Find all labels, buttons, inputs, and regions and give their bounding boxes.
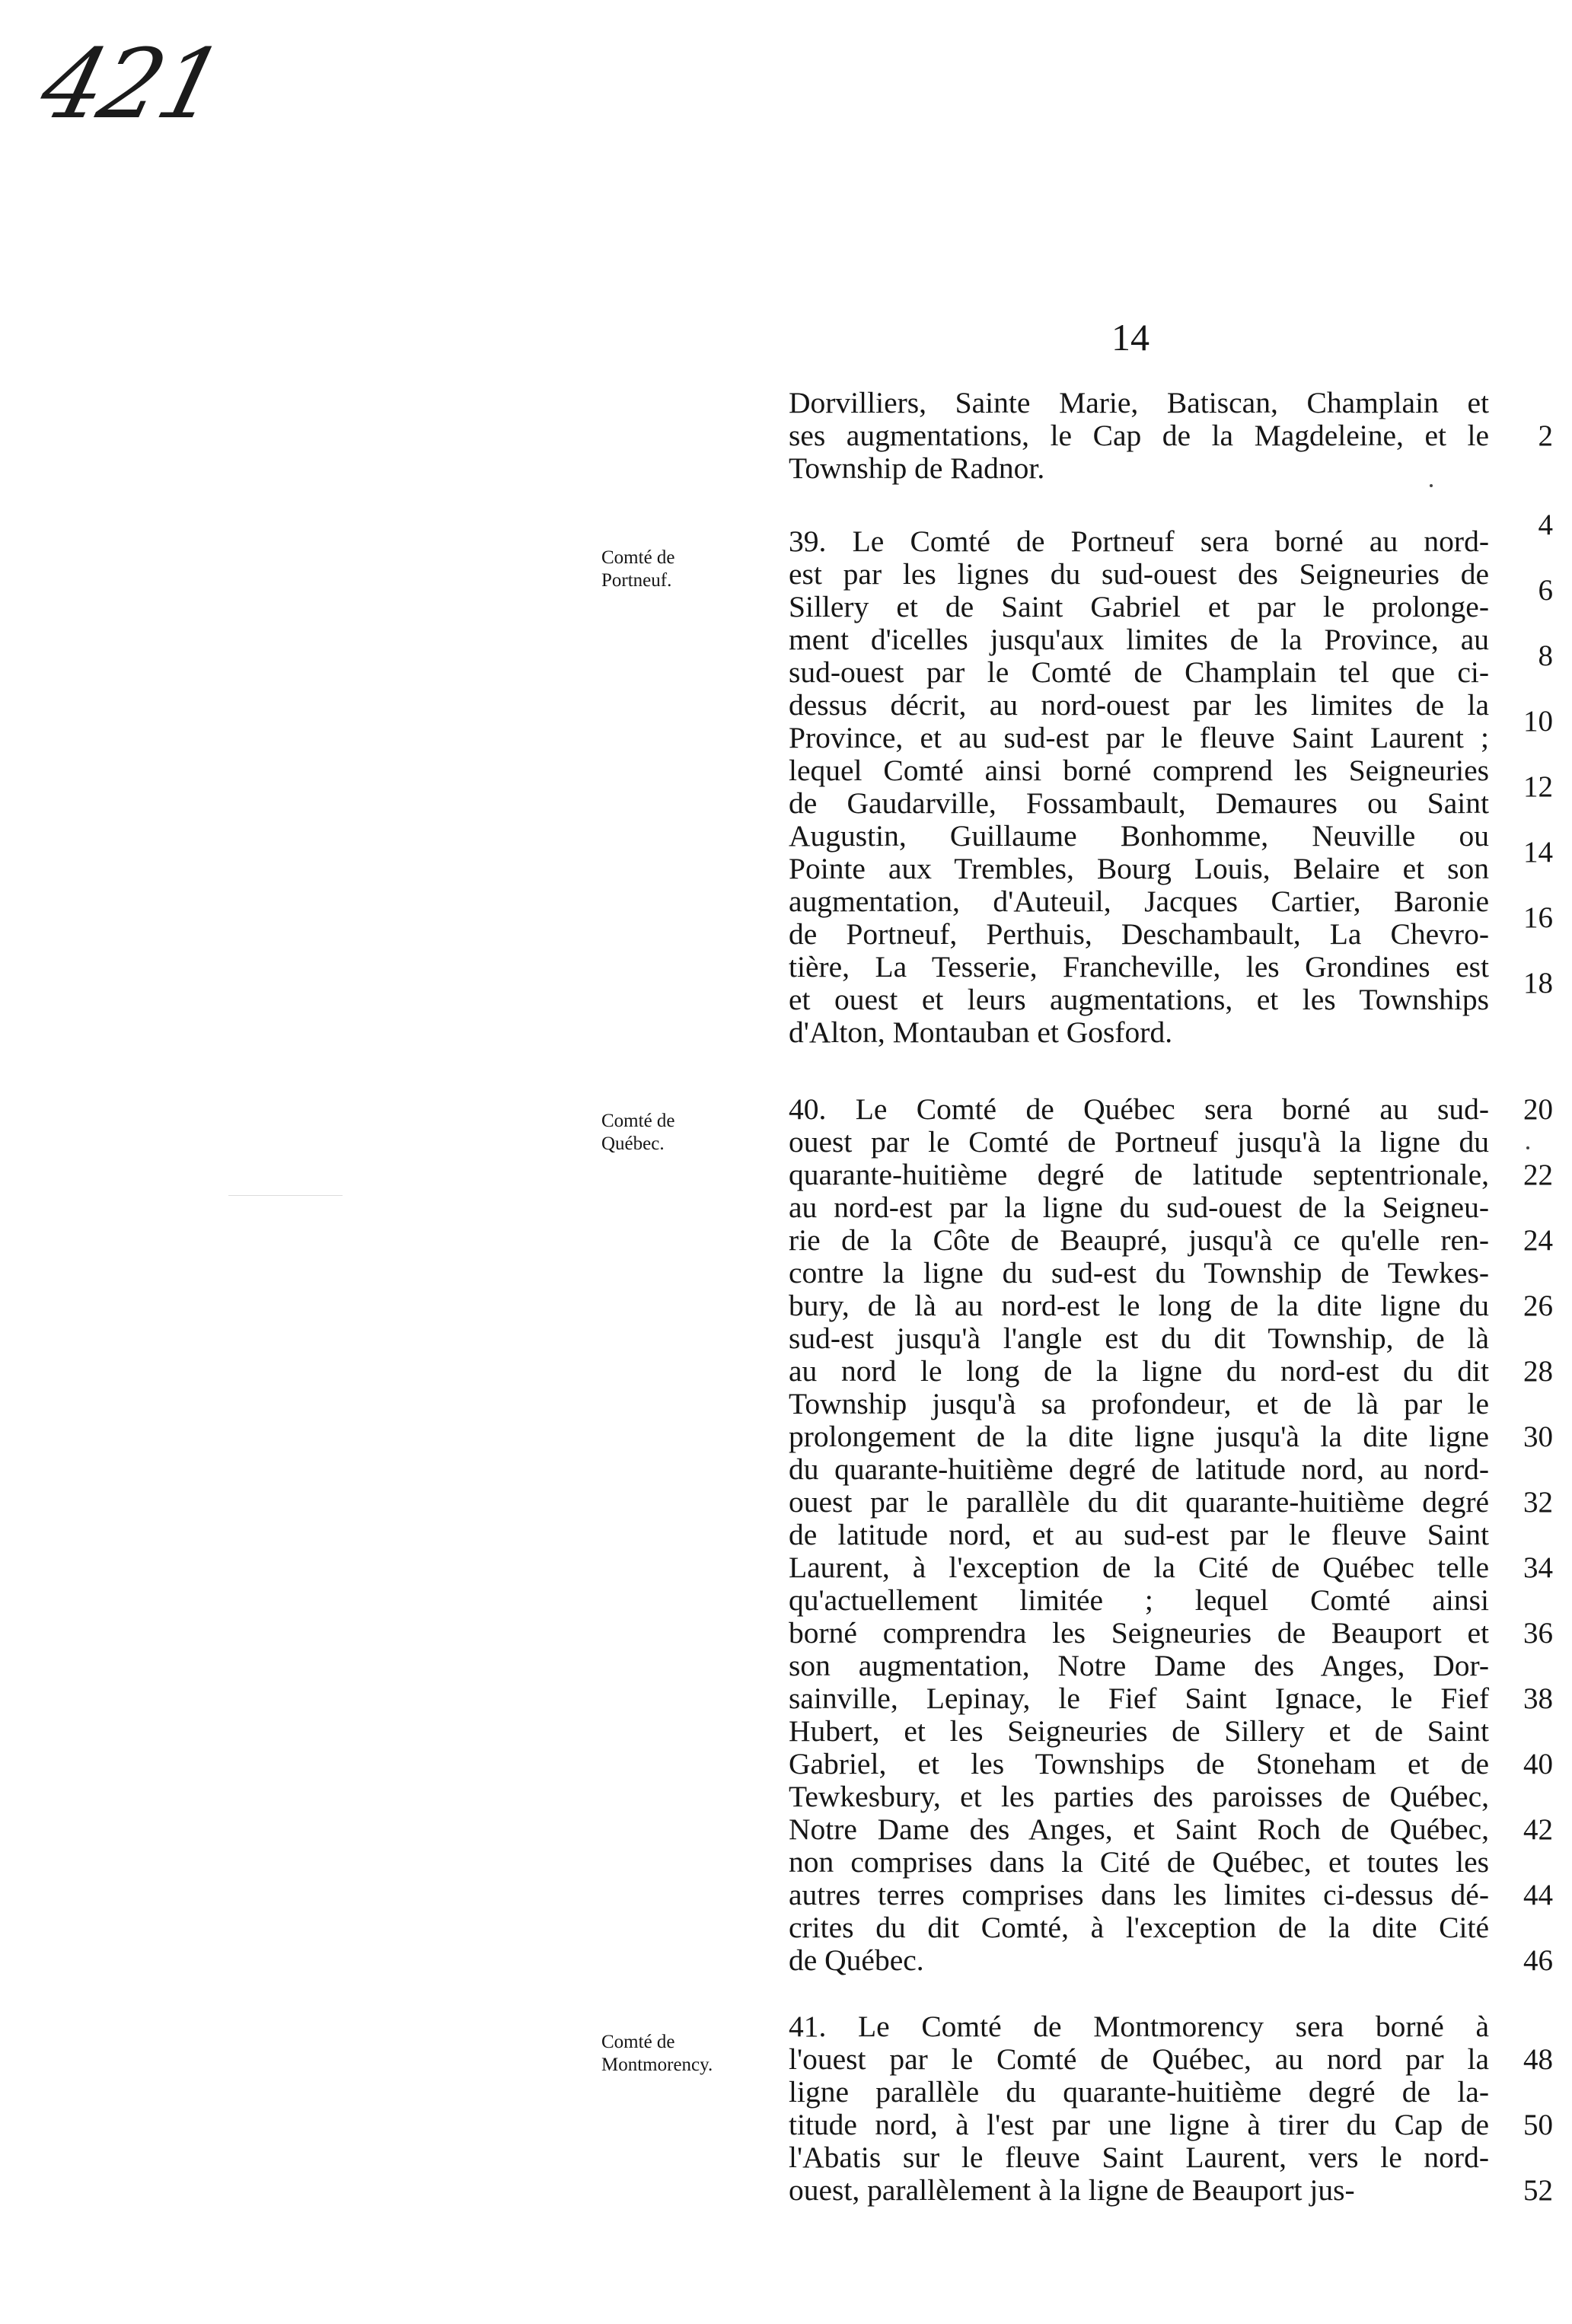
text-line: non comprises dans la Cité de Québec, et toutes les: [789, 1845, 1489, 1879]
line-number: [1492, 1257, 1553, 1290]
line-number: [1492, 1126, 1553, 1159]
text-line: Province, et au sud-est par le fleuve Saint Laurent ;: [789, 721, 1489, 754]
text-line: Augustin, Guillaume Bonhomme, Neuville ou: [789, 819, 1489, 853]
margin-note-line: Comté de: [601, 1111, 675, 1131]
paragraph-quebec: [789, 1093, 1489, 1977]
text-line: ligne parallèle du quarante-huitième degré de la-: [789, 2075, 1489, 2109]
text-line: borné comprendra les Seigneuries de Beauport et: [789, 1616, 1489, 1650]
line-number: 42: [1523, 1813, 1553, 1846]
line-number: 46: [1523, 1944, 1553, 1977]
text-line: ouest par le parallèle du dit quarante-huitième degré: [789, 1485, 1489, 1519]
line-number: 8: [1538, 639, 1553, 672]
text-line: dessus décrit, au nord-ouest par les limites de la: [789, 688, 1489, 722]
text-line: Township de Radnor.: [789, 451, 1045, 485]
line-number: [1492, 1715, 1553, 1748]
line-number: 38: [1523, 1682, 1553, 1715]
margin-note-line: Comté de: [601, 547, 675, 568]
line-number: 36: [1523, 1617, 1553, 1650]
text-line: sud-ouest par le Comté de Champlain tel que ci-: [789, 655, 1489, 689]
margin-note-portneuf: [601, 547, 761, 592]
text-line: de Gaudarville, Fossambault, Demaures ou Saint: [789, 786, 1489, 820]
line-number: 6: [1538, 574, 1553, 607]
line-numbers-continuation: [1492, 387, 1553, 485]
text-line: augmentation, d'Auteuil, Jacques Cartier, Baronie: [789, 885, 1489, 918]
line-number: 30: [1523, 1420, 1553, 1453]
text-line: Tewkesbury, et les parties des paroisses de Québec,: [789, 1780, 1489, 1813]
margin-note-line: Montmorency.: [601, 2055, 713, 2075]
line-number: 34: [1523, 1551, 1553, 1584]
line-number: 52: [1523, 2174, 1553, 2207]
text-line: autres terres comprises dans les limites ci-dessus dé-: [789, 1878, 1489, 1911]
text-line: contre la ligne du sud-est du Township de Tewkes-: [789, 1256, 1489, 1290]
line-number: [1492, 738, 1553, 770]
text-line: ouest par le Comté de Portneuf jusqu'à la ligne du: [789, 1125, 1489, 1159]
text-line: de latitude nord, et au sud-est par le fleuve Saint: [789, 1518, 1489, 1551]
text-line: Notre Dame des Anges, et Saint Roch de Québec,: [789, 1812, 1489, 1846]
line-number: 20: [1523, 1093, 1553, 1126]
scan-speck: [1430, 484, 1433, 487]
line-number: [1492, 1911, 1553, 1944]
line-number: [1492, 2141, 1553, 2174]
line-number: [1492, 1846, 1553, 1879]
line-numbers-portneuf: [1492, 508, 1553, 1032]
line-number: 10: [1523, 705, 1553, 738]
line-number: 12: [1523, 770, 1553, 803]
text-line: rie de la Côte de Beaupré, jusqu'à ce qu'elle ren-: [789, 1223, 1489, 1257]
text-line: d'Alton, Montauban et Gosford.: [789, 1015, 1173, 1049]
text-line: prolongement de la dite ligne jusqu'à la dite ligne: [789, 1420, 1489, 1453]
paragraph-portneuf-continuation: [789, 387, 1489, 485]
line-number: [1492, 1780, 1553, 1813]
line-number: 18: [1523, 967, 1553, 999]
line-number: [1492, 1322, 1553, 1355]
text-line: crites du dit Comté, à l'exception de la dite Cité: [789, 1911, 1489, 1944]
line-number: 50: [1523, 2109, 1553, 2141]
text-line: Hubert, et les Seigneuries de Sillery et de Saint: [789, 1714, 1489, 1748]
line-number: 22: [1523, 1159, 1553, 1191]
line-number: 24: [1523, 1224, 1553, 1257]
line-numbers-quebec: [1492, 1093, 1553, 1977]
text-line: 40. Le Comté de Québec sera borné au sud-: [789, 1092, 1489, 1126]
line-number: 48: [1523, 2043, 1553, 2076]
text-line: sainville, Lepinay, le Fief Saint Ignace, le Fief: [789, 1682, 1489, 1715]
text-line: titude nord, à l'est par une ligne à tirer du Cap de: [789, 2108, 1489, 2141]
line-number: [1492, 607, 1553, 639]
text-line: ouest, parallèlement à la ligne de Beauport jus-: [789, 2173, 1355, 2207]
line-number: [1492, 869, 1553, 901]
margin-note-line: Québec.: [601, 1133, 665, 1154]
line-number: [1492, 1650, 1553, 1682]
line-number: 2: [1538, 419, 1553, 452]
text-line: qu'actuellement limitée ; lequel Comté ainsi: [789, 1583, 1489, 1617]
paragraph-portneuf: [789, 525, 1489, 1049]
text-line: Sillery et de Saint Gabriel et par le prolonge-: [789, 590, 1489, 623]
text-line: est par les lignes du sud-ouest des Seigneuries de: [789, 557, 1489, 591]
page-number: 14: [1111, 316, 1150, 359]
text-line: du quarante-huitième degré de latitude nord, au nord-: [789, 1452, 1489, 1486]
line-number: [1492, 999, 1553, 1032]
text-line: Laurent, à l'exception de la Cité de Québec telle: [789, 1551, 1489, 1584]
text-line: tière, La Tesserie, Francheville, les Grondines est: [789, 950, 1489, 983]
line-number: [1492, 1191, 1553, 1224]
text-line: au nord-est par la ligne du sud-ouest de la Seigneu-: [789, 1191, 1489, 1224]
text-line: Pointe aux Trembles, Bourg Louis, Belaire et son: [789, 852, 1489, 885]
scan-speck: [1526, 1146, 1529, 1149]
scan-artifact-line: [228, 1195, 343, 1196]
margin-note-line: Comté de: [601, 2032, 675, 2052]
text-line: quarante-huitième degré de latitude septentrionale,: [789, 1158, 1489, 1191]
line-number: [1492, 1388, 1553, 1420]
line-numbers-montmorency: [1492, 2010, 1553, 2207]
text-line: bury, de là au nord-est le long de la dite ligne du: [789, 1289, 1489, 1322]
text-line: ses augmentations, le Cap de la Magdeleine, et le: [789, 419, 1489, 452]
line-number: [1492, 803, 1553, 836]
margin-note-quebec: [601, 1110, 761, 1156]
line-number: 28: [1523, 1355, 1553, 1388]
line-number: 32: [1523, 1486, 1553, 1519]
line-number: [1492, 934, 1553, 967]
text-line: Gabriel, et les Townships de Stoneham et de: [789, 1747, 1489, 1780]
text-line: son augmentation, Notre Dame des Anges, Dor-: [789, 1649, 1489, 1682]
text-line: de Portneuf, Perthuis, Deschambault, La Chevro-: [789, 917, 1489, 951]
line-number: [1492, 672, 1553, 705]
margin-note-montmorency: [601, 2031, 761, 2077]
text-line: ment d'icelles jusqu'aux limites de la Province, au: [789, 623, 1489, 656]
paragraph-montmorency: [789, 2010, 1489, 2207]
text-line: sud-est jusqu'à l'angle est du dit Township, de là: [789, 1321, 1489, 1355]
line-number: [1492, 452, 1553, 485]
line-number: [1492, 2076, 1553, 2109]
line-number: [1492, 541, 1553, 574]
text-line: 39. Le Comté de Portneuf sera borné au nord-: [789, 524, 1489, 558]
text-line: Dorvilliers, Sainte Marie, Batiscan, Champlain et: [789, 386, 1489, 419]
line-number: 40: [1523, 1748, 1553, 1780]
text-line: 41. Le Comté de Montmorency sera borné à: [789, 2010, 1489, 2043]
line-number: [1492, 387, 1553, 419]
text-line: au nord le long de la ligne du nord-est du dit: [789, 1354, 1489, 1388]
handwritten-folio-number: 421: [30, 28, 232, 140]
text-line: et ouest et leurs augmentations, et les Townships: [789, 983, 1489, 1016]
line-number: 4: [1538, 508, 1553, 541]
line-number: [1492, 1519, 1553, 1551]
text-line: Township jusqu'à sa profondeur, et de là par le: [789, 1387, 1489, 1420]
text-line: l'Abatis sur le fleuve Saint Laurent, vers le nord-: [789, 2141, 1489, 2174]
line-number: 14: [1523, 836, 1553, 869]
line-number: 16: [1523, 901, 1553, 934]
line-number: 26: [1523, 1290, 1553, 1322]
margin-note-line: Portneuf.: [601, 570, 672, 591]
text-line: de Québec.: [789, 1943, 924, 1977]
line-number: [1492, 1453, 1553, 1486]
text-line: l'ouest par le Comté de Québec, au nord par la: [789, 2042, 1489, 2076]
text-line: lequel Comté ainsi borné comprend les Seigneuries: [789, 754, 1489, 787]
line-number: [1492, 1584, 1553, 1617]
line-number: [1492, 2010, 1553, 2043]
line-number: 44: [1523, 1879, 1553, 1911]
